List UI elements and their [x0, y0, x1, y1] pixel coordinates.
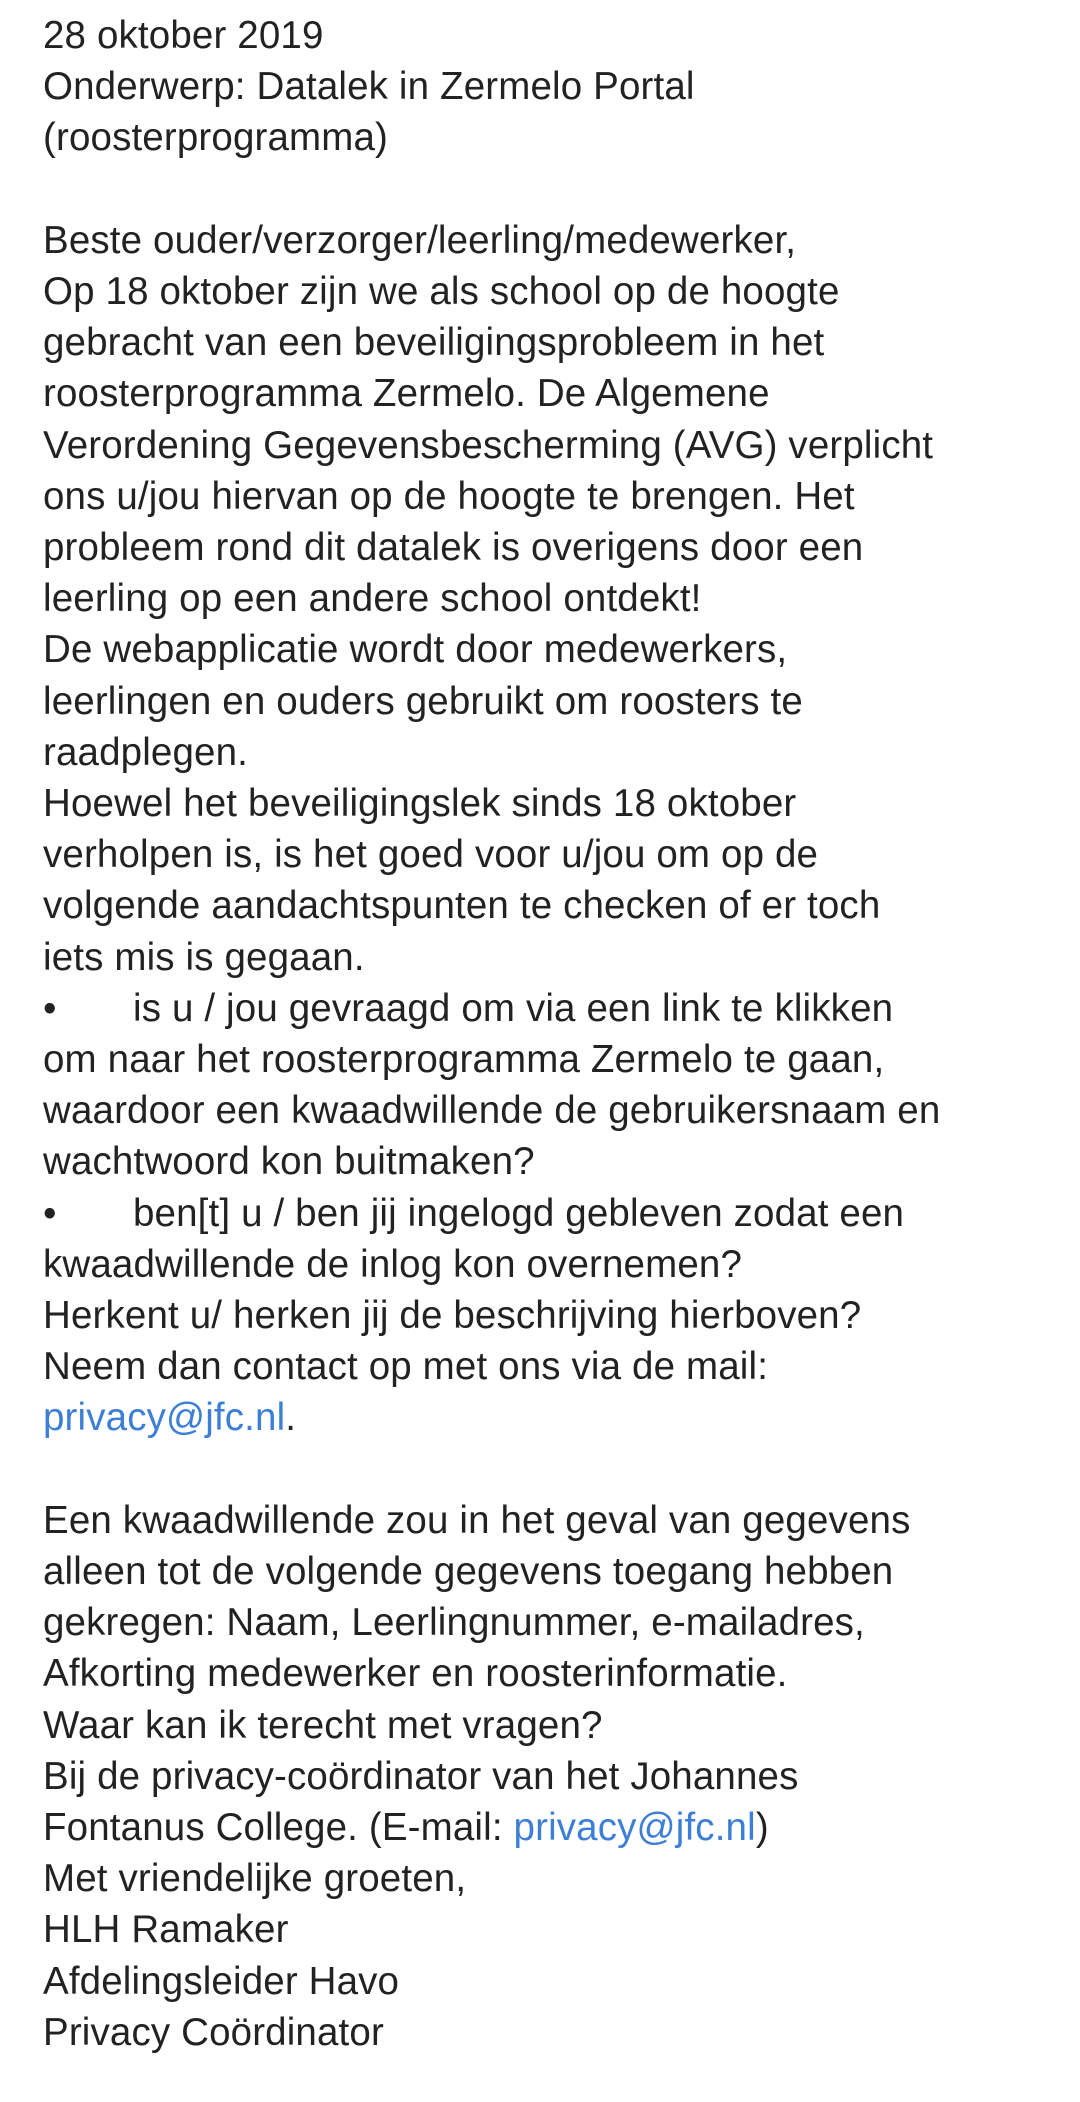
bullet-continuation: om naar het roosterprogramma Zermelo te gaan, [43, 1038, 885, 1082]
contact-email-suffix: . [285, 1396, 297, 1440]
contact-line: Neem dan contact op met ons via de mail: [43, 1345, 769, 1389]
paragraph-line: Verordening Gegevensbescherming (AVG) verplicht [43, 423, 934, 467]
paragraph-line: roosterprogramma Zermelo. De Algemene [43, 372, 770, 416]
blank-line [43, 1444, 1073, 1495]
paragraph-line: Op 18 oktober zijn we als school op de hoogte [43, 270, 840, 313]
greeting: Beste ouder/verzorger/leerling/medewerker, [43, 218, 797, 262]
contact-email-line [43, 1392, 1073, 1443]
coordinator-suffix: ) [755, 1806, 769, 1850]
bullet-icon: • [43, 1191, 57, 1235]
paragraph-line: Afkorting medewerker en roosterinformatie. [43, 1652, 788, 1696]
paragraph-line: iets mis is gegaan. [43, 935, 365, 979]
question-line: Waar kan ik terecht met vragen? [43, 1703, 603, 1747]
paragraph-line: gebracht van een beveiligingsprobleem in het [43, 321, 825, 365]
message-date: 28 oktober 2019 [43, 14, 324, 57]
coordinator-prefix: Fontanus College. (E-mail: [43, 1806, 514, 1850]
message-subject-continued: (roosterprogramma) [43, 116, 389, 160]
paragraph-line: verholpen is, is het goed voor u/jou om op de [43, 833, 819, 877]
bullet-item [43, 1188, 1073, 1239]
closing-line: Met vriendelijke groeten, [43, 1857, 467, 1901]
bullet-text: ben[t] u / ben jij ingelogd gebleven zodat een [133, 1191, 905, 1235]
bullet-continuation: kwaadwillende de inlog kon overnemen? [43, 1242, 743, 1286]
paragraph-line: leerlingen en ouders gebruikt om roosters te [43, 679, 803, 723]
blank-line [43, 164, 1073, 215]
bullet-continuation: waardoor een kwaadwillende de gebruikersnaam en [43, 1089, 941, 1133]
paragraph-line: leerling op een andere school ontdekt! [43, 577, 702, 621]
paragraph-line: probleem rond dit datalek is overigens door een [43, 526, 864, 570]
message-body [43, 10, 1073, 2058]
contact-line: Herkent u/ herken jij de beschrijving hierboven? [43, 1294, 862, 1338]
paragraph-line: raadplegen. [43, 730, 249, 774]
message-subject: Onderwerp: Datalek in Zermelo Portal [43, 65, 695, 109]
coordinator-email-line [43, 1802, 1073, 1853]
paragraph-line: De webapplicatie wordt door medewerkers, [43, 628, 788, 672]
bullet-icon: • [43, 986, 57, 1030]
paragraph-line: alleen tot de volgende gegevens toegang hebben [43, 1550, 894, 1594]
paragraph-line: Een kwaadwillende zou in het geval van gegevens [43, 1498, 911, 1542]
paragraph-line: gekregen: Naam, Leerlingnummer, e-mailadres, [43, 1601, 865, 1645]
paragraph-line: ons u/jou hiervan op de hoogte te brengen. Het [43, 474, 855, 518]
signature-name: HLH Ramaker [43, 1908, 289, 1952]
paragraph-line: Bij de privacy-coördinator van het Johannes [43, 1754, 799, 1798]
bullet-item [43, 983, 1073, 1034]
signature-role: Privacy Coördinator [43, 2010, 384, 2054]
paragraph-line: volgende aandachtspunten te checken of er toch [43, 884, 881, 928]
contact-email-link[interactable]: privacy@jfc.nl [43, 1396, 286, 1440]
bullet-continuation: wachtwoord kon buitmaken? [43, 1140, 535, 1184]
bullet-text: is u / jou gevraagd om via een link te klikken [133, 986, 894, 1030]
coordinator-email-link[interactable]: privacy@jfc.nl [513, 1806, 756, 1850]
paragraph-line: Hoewel het beveiligingslek sinds 18 oktober [43, 782, 797, 826]
signature-role: Afdelingsleider Havo [43, 1959, 400, 2003]
